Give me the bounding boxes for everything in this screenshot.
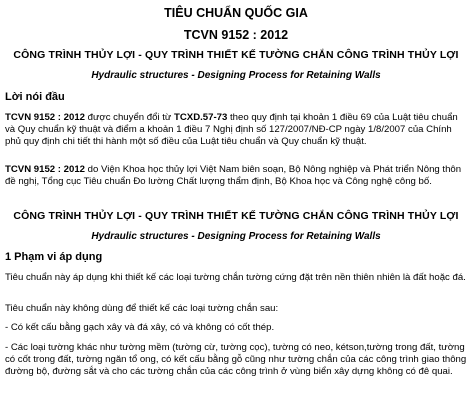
foreword-paragraph-1 — [5, 112, 468, 148]
text-run: do Viện Khoa học thủy lợi Việt Nam biên soạn, Bộ Nông nghiệp và Phát triển Nông thôn đề nghị, Tổng cục Tiêu chuẩn Đo lường Chất lượng thẩm định, Bộ Khoa học và Công nghệ công bố. — [5, 164, 462, 187]
source-standard-ref: TCXD.57-73 — [174, 112, 228, 123]
section-subtitle: CÔNG TRÌNH THỦY LỢI - QUY TRÌNH THIẾT KẾ TƯỜNG CHẮN CÔNG TRÌNH THỦY LỢI — [13, 210, 459, 222]
section-1-heading: 1 Phạm vi áp dụng — [5, 251, 103, 263]
standard-code-ref: TCVN 9152 : 2012 — [5, 164, 85, 175]
scope-paragraph-2: Tiêu chuẩn này không dùng để thiết kế các loại tường chắn sau: — [5, 303, 279, 314]
standard-code: TCVN 9152 : 2012 — [183, 28, 289, 42]
standard-code-ref: TCVN 9152 : 2012 — [5, 112, 85, 123]
document-subtitle: CÔNG TRÌNH THỦY LỢI - QUY TRÌNH THIẾT KẾ TƯỜNG CHẮN CÔNG TRÌNH THỦY LỢI — [13, 49, 459, 61]
foreword-paragraph-2 — [5, 164, 468, 188]
section-english-title: Hydraulic structures - Designing Process for Retaining Walls — [91, 231, 381, 242]
scope-paragraph-1: Tiêu chuẩn này áp dụng khi thiết kế các loại tường chắn tường cứng đặt trên nền thiên nhiên là đất hoặc đá. — [5, 272, 466, 283]
english-title: Hydraulic structures - Designing Process for Retaining Walls — [91, 70, 381, 81]
text-run: được chuyển đổi từ — [85, 112, 174, 123]
standard-title: TIÊU CHUẨN QUỐC GIA — [164, 6, 308, 20]
scope-bullet-2: - Các loại tường khác như tường mềm (tường cừ, tường cọc), tường có neo, kétson,tường trong đất, tường có cốt trong đất, tường ngăn tổ ong, có kết cấu bằng gỗ cũng như tường chắn của các công trình giao thông đường bộ, đường sắt và cho các tường chắn của các công trình ở vùng biển xây dựng không có đê quai. — [5, 342, 467, 377]
text-run: theo quy định tại khoản 1 điều 69 của Luật tiêu chuẩn và Quy chuẩn kỹ thuật và điểm a khoản 1 điều 7 Nghị định số 127/2007/NĐ-CP ngày 1/8/2007 của Chính phủ quy định chi tiết thi hành một số điều của Luật tiêu chuẩn và Quy chuẩn kỹ thuật. — [5, 112, 458, 147]
scope-bullet-1: - Có kết cấu bằng gạch xây và đá xây, có và không có cốt thép. — [5, 322, 275, 333]
foreword-heading: Lời nói đầu — [5, 91, 65, 103]
